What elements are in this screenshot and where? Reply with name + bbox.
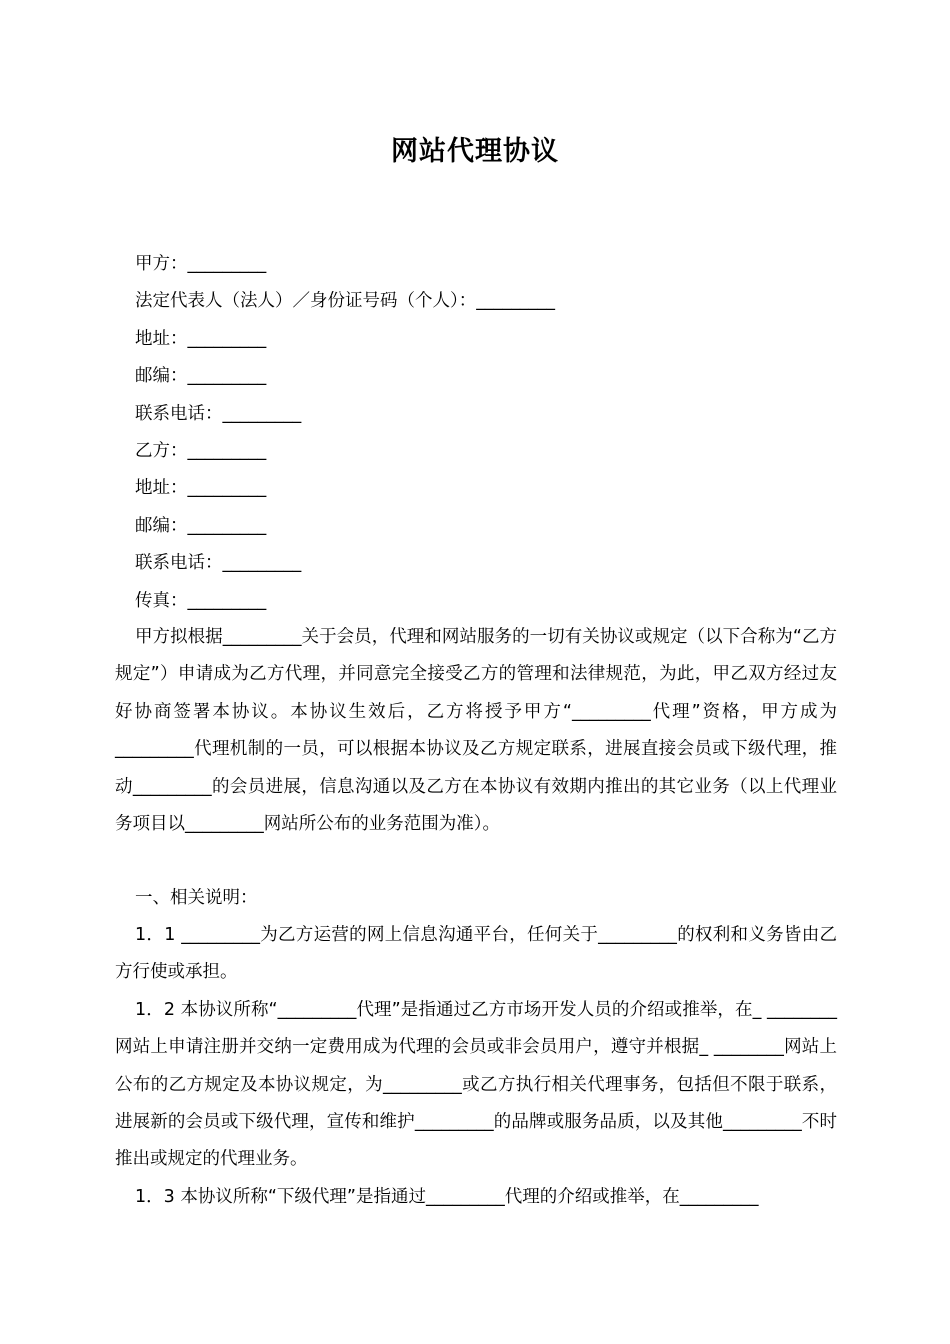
clause-1-1: 1．1 _________为乙方运营的网上信息沟通平台，任何关于_________的权利和义务皆由乙方行使或承担。 [115,925,837,983]
section-1-body [115,917,837,1216]
party-b-fax-field: 传真：_________ [135,590,267,611]
clause-1-2: 1．2 本协议所称“_________代理”是指通过乙方市场开发人员的介绍或推举，在_ ________网站上申请注册并交纳一定费用成为代理的会员或非会员用户，遵守并根据_ ________网站上公布的乙方规定及本协议规定，为_________或乙方执行相关代理事务，包括但不限于联系，进展新的会员或下级代理，宣传和维护_________的品牌或服务品质，以及其他_________不时推出或规定的代理业务。 [115,999,837,1170]
intro-section [115,619,837,843]
legal-representative-field: 法定代表人（法人）／身份证号码（个人）：_________ [135,291,555,312]
document-title: 网站代理协议 [391,136,559,167]
section-1-heading: 一、相关说明： [135,888,258,908]
party-a-phone-field: 联系电话：_________ [135,403,302,424]
intro-paragraph: 甲方拟根据_________关于会员，代理和网站服务的一切有关协议或规定（以下合称为“乙方规定”）申请成为乙方代理，并同意完全接受乙方的管理和法律规范，为此，甲乙双方经过友好协商签署本协议。本协议生效后，乙方将授予甲方“_________代理”资格，甲方成为_________代理机制的一员，可以根据本协议及乙方规定联系，进展直接会员或下级代理，推动_________的会员进展，信息沟通以及乙方在本协议有效期内推出的其它业务（以上代理业务项目以_________网站所公布的业务范围为准）。 [115,627,837,835]
party-a-postcode-field: 邮编：_________ [135,366,267,387]
party-b-phone-field: 联系电话：_________ [135,553,302,574]
party-b-address-field: 地址：_________ [135,478,267,499]
party-a-name-field: 甲方：_________ [135,254,267,274]
clause-1-3: 1．3 本协议所称“下级代理”是指通过_________代理的介绍或推举，在_________ [135,1186,759,1207]
party-b-postcode-field: 邮编：_________ [135,515,267,536]
party-b-name-field: 乙方：_________ [135,440,267,461]
party-info-fields [135,246,855,620]
party-a-address-field: 地址：_________ [135,328,267,349]
